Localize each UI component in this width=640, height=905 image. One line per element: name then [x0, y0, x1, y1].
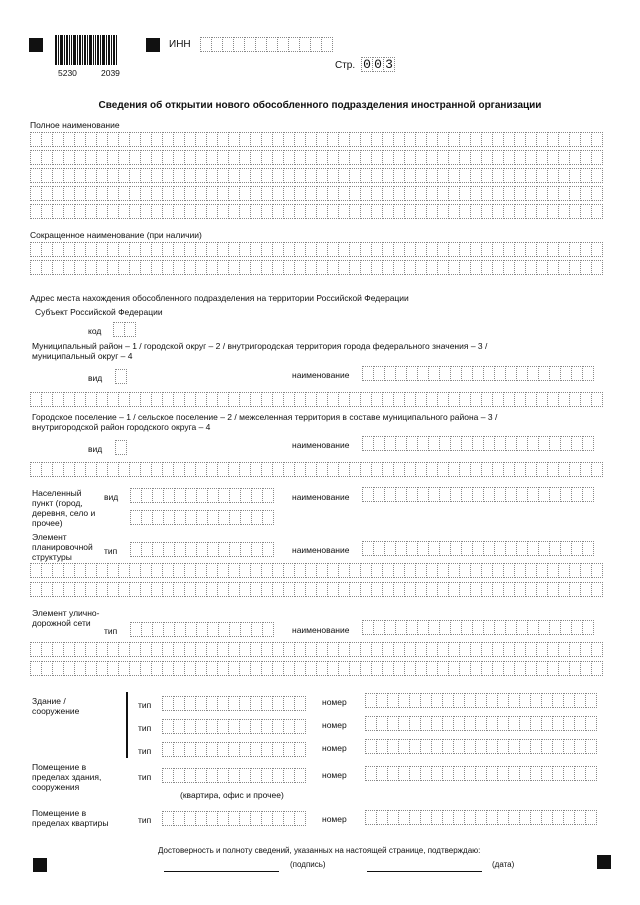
signature-caption: (подпись)	[290, 860, 326, 869]
page-digit: 0	[361, 57, 373, 72]
settlement-vid-label: вид	[88, 444, 103, 454]
date-line[interactable]	[367, 871, 482, 872]
building-number-label-1: номер	[322, 697, 347, 707]
building-number-label-2: номер	[322, 720, 347, 730]
entry-cell[interactable]	[294, 742, 306, 757]
entry-cell[interactable]	[294, 811, 306, 826]
entry-cell[interactable]	[582, 487, 594, 502]
page-digit: 0	[372, 57, 384, 72]
entry-cell[interactable]	[115, 369, 127, 384]
entry-cell[interactable]	[262, 542, 274, 557]
entry-cell[interactable]	[294, 719, 306, 734]
entry-cell[interactable]	[585, 693, 597, 708]
premises-type-label: тип	[138, 772, 152, 782]
short-name-label: Сокращенное наименование (при наличии)	[30, 230, 202, 240]
form-title: Сведения об открытии нового обособленного подразделения иностранной организации	[98, 100, 542, 111]
entry-cell[interactable]	[591, 392, 603, 407]
subject-label: Субъект Российской Федерации	[35, 307, 163, 317]
corner-marker-bottom-right	[597, 855, 611, 869]
apartment-type-label: тип	[138, 815, 152, 825]
settlement-name-label: наименование	[292, 440, 350, 450]
entry-cell[interactable]	[294, 768, 306, 783]
building-bracket	[126, 692, 128, 758]
page-label: Стр.	[335, 60, 356, 71]
entry-cell[interactable]	[582, 620, 594, 635]
entry-cell[interactable]	[124, 322, 136, 337]
apartment-number-label: номер	[322, 814, 347, 824]
page-digit: 3	[383, 57, 395, 72]
entry-cell[interactable]	[591, 186, 603, 201]
entry-cell[interactable]	[294, 696, 306, 711]
entry-cell[interactable]	[262, 488, 274, 503]
planning-name-label: наименование	[292, 545, 350, 555]
address-label: Адрес места нахождения обособленного подразделения на территории Российской Федерации	[30, 293, 409, 303]
premises-label: Помещение в пределах здания, сооружения	[32, 762, 102, 792]
barcode-number-left: 5230	[58, 68, 77, 78]
premises-hint: (квартира, офис и прочее)	[180, 790, 284, 800]
municipal-name-label: наименование	[292, 370, 350, 380]
entry-cell[interactable]	[585, 739, 597, 754]
entry-cell[interactable]	[591, 132, 603, 147]
building-label: Здание / сооружение	[32, 696, 80, 716]
entry-cell[interactable]	[582, 366, 594, 381]
date-caption: (дата)	[492, 860, 515, 869]
planning-label: Элемент планировочной структуры	[32, 532, 93, 562]
entry-cell[interactable]	[591, 204, 603, 219]
entry-cell[interactable]	[591, 168, 603, 183]
municipal-label: Муниципальный район – 1 / городской округ – 2 / внутригородская территория города федерального значения – 3 / муниципальный округ – 4	[32, 341, 488, 361]
entry-cell[interactable]	[262, 510, 274, 525]
premises-number-label: номер	[322, 770, 347, 780]
signature-line[interactable]	[164, 871, 279, 872]
entry-cell[interactable]	[585, 766, 597, 781]
road-type-label: тип	[104, 626, 118, 636]
corner-marker-bottom-left	[33, 858, 47, 872]
entry-cell[interactable]	[582, 436, 594, 451]
entry-cell[interactable]	[115, 440, 127, 455]
inn-label: ИНН	[169, 39, 191, 50]
planning-type-label: тип	[104, 546, 118, 556]
full-name-label: Полное наименование	[30, 120, 120, 130]
building-type-label-1: тип	[138, 700, 152, 710]
entry-cell[interactable]	[591, 150, 603, 165]
entry-cell[interactable]	[262, 622, 274, 637]
corner-marker-top-left	[29, 38, 43, 52]
building-type-label-2: тип	[138, 723, 152, 733]
entry-cell[interactable]	[591, 260, 603, 275]
entry-cell[interactable]	[591, 642, 603, 657]
road-label: Элемент улично-дорожной сети	[32, 608, 100, 628]
code-label: код	[88, 326, 102, 336]
entry-cell[interactable]	[591, 563, 603, 578]
entry-cell[interactable]	[585, 810, 597, 825]
entry-cell[interactable]	[591, 661, 603, 676]
entry-cell[interactable]	[591, 462, 603, 477]
entry-cell[interactable]	[582, 541, 594, 556]
corner-marker-top-mid	[146, 38, 160, 52]
locality-vid-label: вид	[104, 492, 119, 502]
page-number-field[interactable]	[361, 57, 394, 72]
confirm-text: Достоверность и полноту сведений, указанных на настоящей странице, подтверждаю:	[158, 846, 481, 855]
barcode-number-right: 2039	[101, 68, 120, 78]
locality-label: Населенный пункт (город, деревня, село и прочее)	[32, 488, 96, 528]
building-type-label-3: тип	[138, 746, 152, 756]
inn-field[interactable]	[200, 37, 332, 52]
entry-cell[interactable]	[585, 716, 597, 731]
road-name-label: наименование	[292, 625, 350, 635]
settlement-label: Городское поселение – 1 / сельское поселение – 2 / межселенная территория в составе муниципального района – 3 / внутригородской район городского округа – 4	[32, 412, 498, 432]
municipal-vid-label: вид	[88, 373, 103, 383]
locality-name-label: наименование	[292, 492, 350, 502]
entry-cell[interactable]	[591, 582, 603, 597]
apartment-label: Помещение в пределах квартиры	[32, 808, 109, 828]
building-number-label-3: номер	[322, 743, 347, 753]
entry-cell[interactable]	[591, 242, 603, 257]
barcode	[55, 35, 118, 65]
